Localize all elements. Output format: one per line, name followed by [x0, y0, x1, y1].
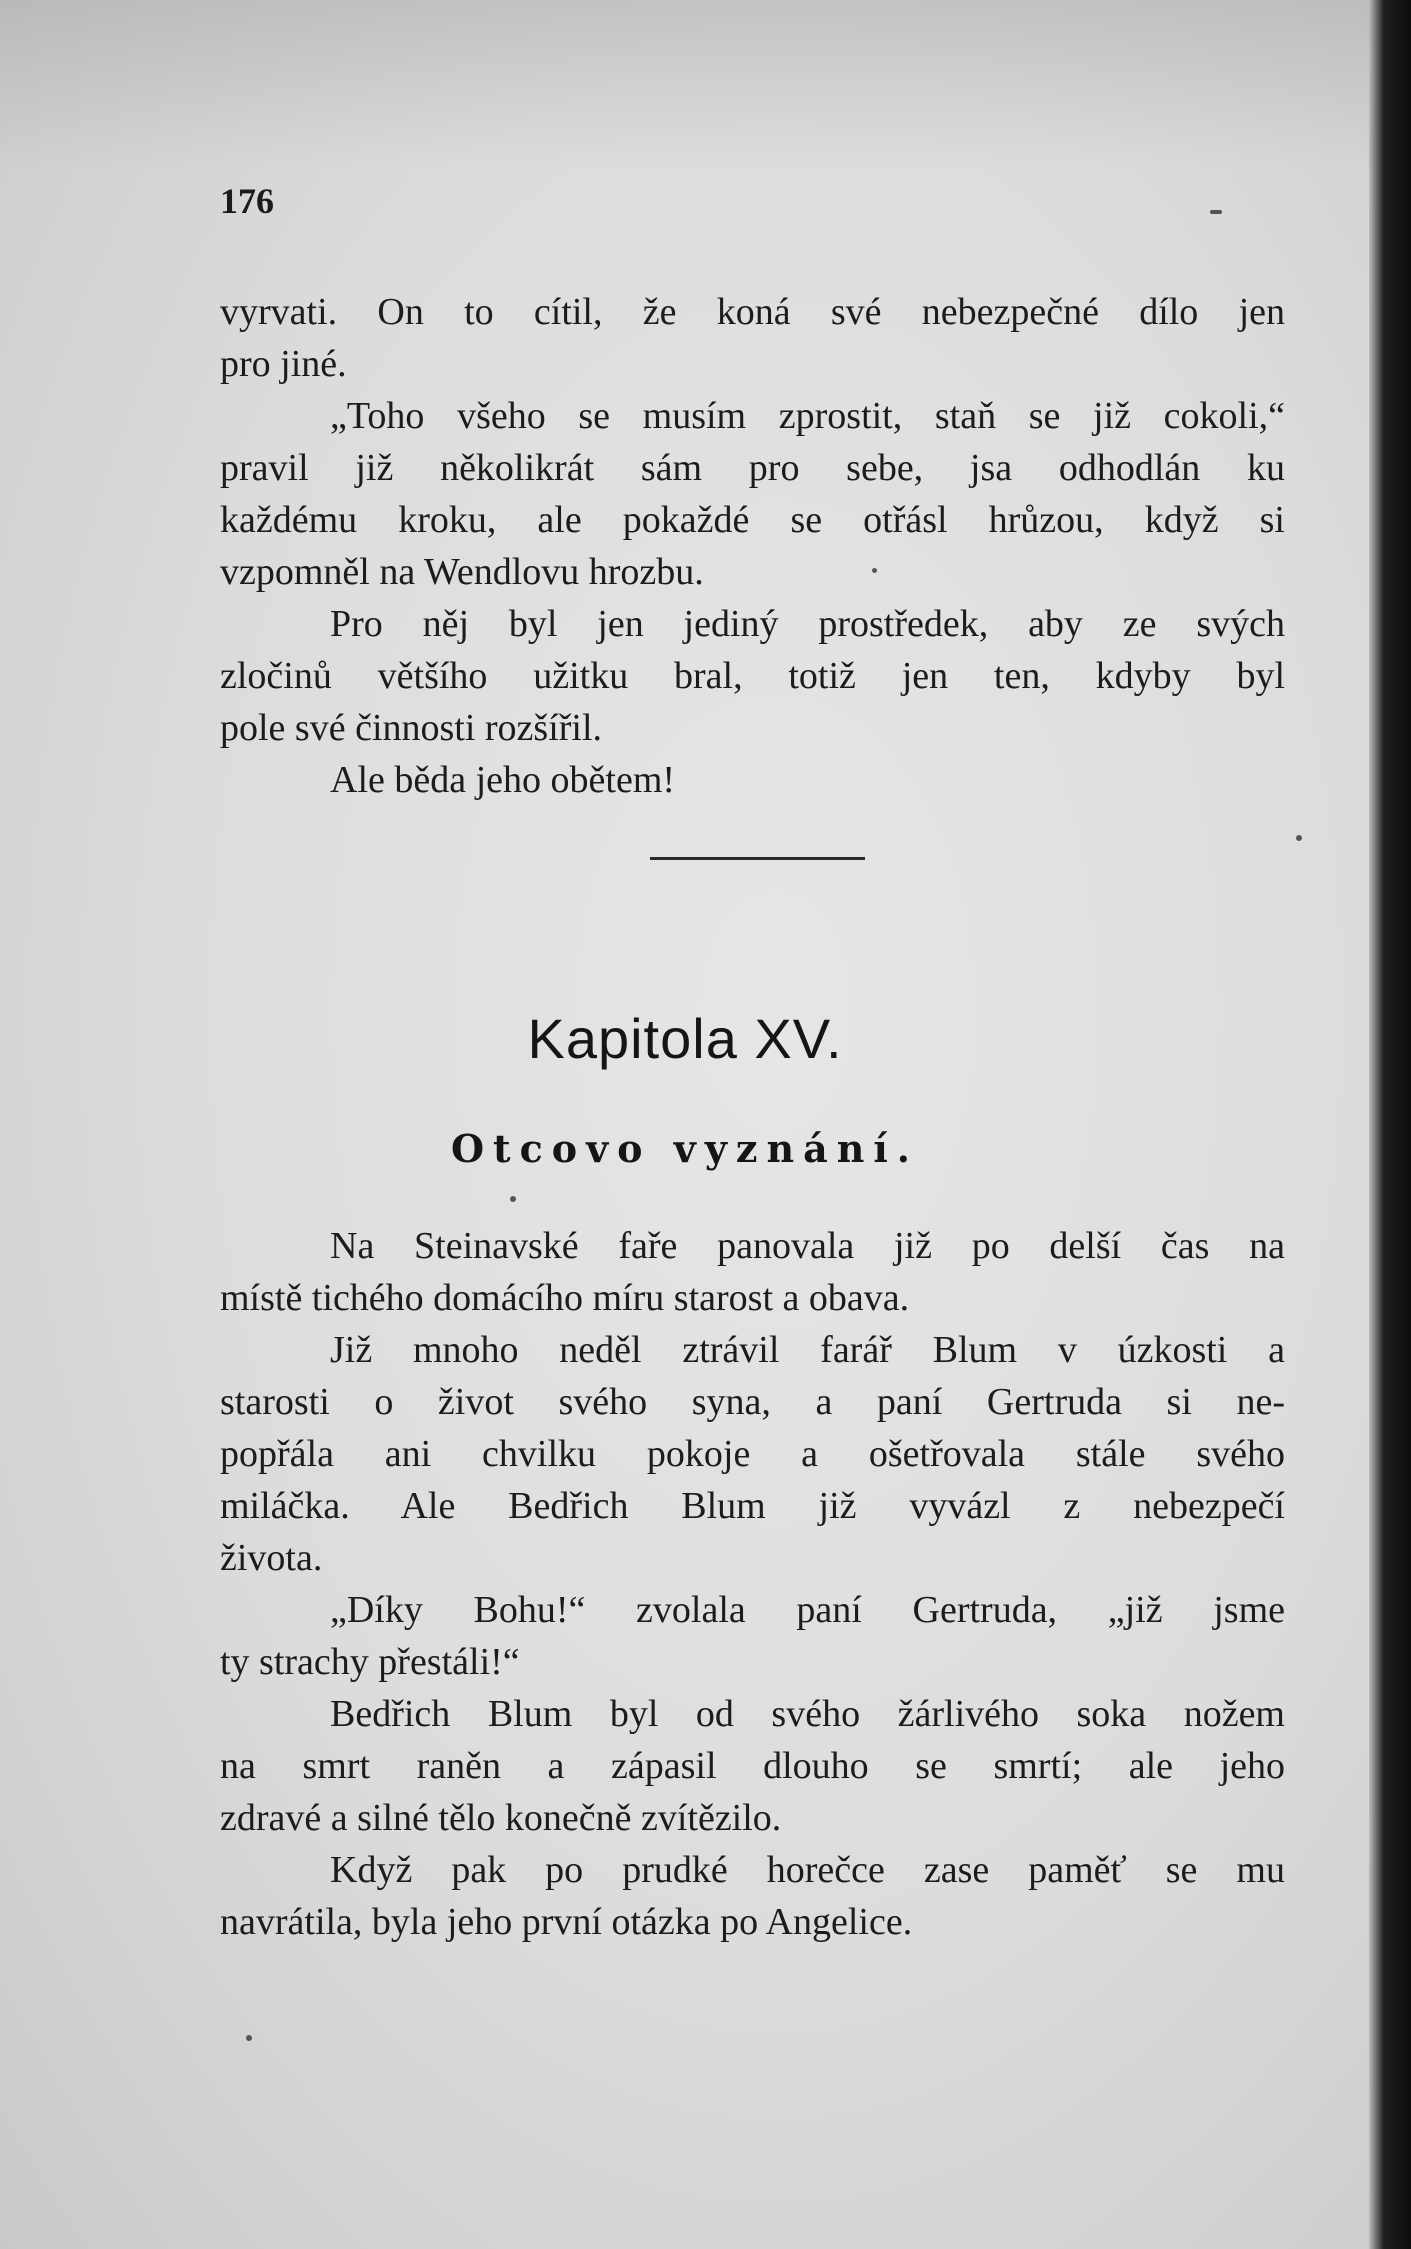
text-line: místě tichého domácího míru starost a obava. [220, 1277, 910, 1319]
text-line: pro jiné. [220, 343, 347, 385]
text-line: starosti o život svého syna, a paní Gertruda si ne- [220, 1381, 1285, 1423]
text-line: Ale běda jeho obětem! [330, 759, 676, 801]
scan-speck [1296, 835, 1302, 841]
text-line: Již mnoho neděl ztrávil farář Blum v úzkosti a [330, 1329, 1285, 1371]
text-line: navrátila, byla jeho první otázka po Angelice. [220, 1901, 913, 1943]
text-line: „Díky Bohu!“ zvolala paní Gertruda, „již jsme [330, 1589, 1285, 1631]
page-shadow [0, 0, 1370, 170]
text-line: na smrt raněn a zápasil dlouho se smrtí; ale jeho [220, 1745, 1285, 1787]
scan-speck [510, 1196, 516, 1202]
text-line: miláčka. Ale Bedřich Blum již vyvázl z nebezpečí [220, 1485, 1285, 1527]
text-line: ty strachy přestáli!“ [220, 1641, 520, 1683]
scan-speck [1210, 210, 1222, 214]
text-line: zdravé a silné tělo konečně zvítězilo. [220, 1797, 782, 1839]
text-line: popřála ani chvilku pokoje a ošetřovala stále svého [220, 1433, 1285, 1475]
chapter-subtitle: Otcovo vyznání. [450, 1126, 920, 1171]
chapter-text-block [220, 1220, 1285, 1948]
text-line: vzpomněl na Wendlovu hrozbu. [220, 551, 704, 593]
section-divider [650, 857, 865, 860]
text-line: pravil již několikrát sám pro sebe, jsa odhodlán ku [220, 447, 1285, 489]
text-line: Pro něj byl jen jediný prostředek, aby ze svých [330, 603, 1285, 645]
chapter-title: Kapitola XV. [527, 1007, 843, 1070]
top-text-block [220, 286, 1285, 806]
text-line: vyrvati. On to cítil, že koná své nebezpečné dílo jen [220, 291, 1285, 333]
page-number: 176 [220, 181, 274, 221]
text-line: života. [220, 1537, 323, 1579]
text-line: každému kroku, ale pokaždé se otřásl hrůzou, když si [220, 499, 1285, 541]
scan-speck [246, 2035, 252, 2041]
text-line: Na Steinavské faře panovala již po delší čas na [330, 1225, 1285, 1267]
text-line: Bedřich Blum byl od svého žárlivého soka nožem [330, 1693, 1285, 1735]
text-line: pole své činnosti rozšířil. [220, 707, 603, 749]
text-line: zločinů většího užitku bral, totiž jen ten, kdyby byl [220, 655, 1285, 697]
page-binding-edge [1369, 0, 1411, 2249]
scan-speck [872, 568, 877, 573]
text-line: Když pak po prudké horečce zase paměť se mu [330, 1849, 1285, 1891]
text-line: „Toho všeho se musím zprostit, staň se již cokoli,“ [330, 395, 1285, 437]
